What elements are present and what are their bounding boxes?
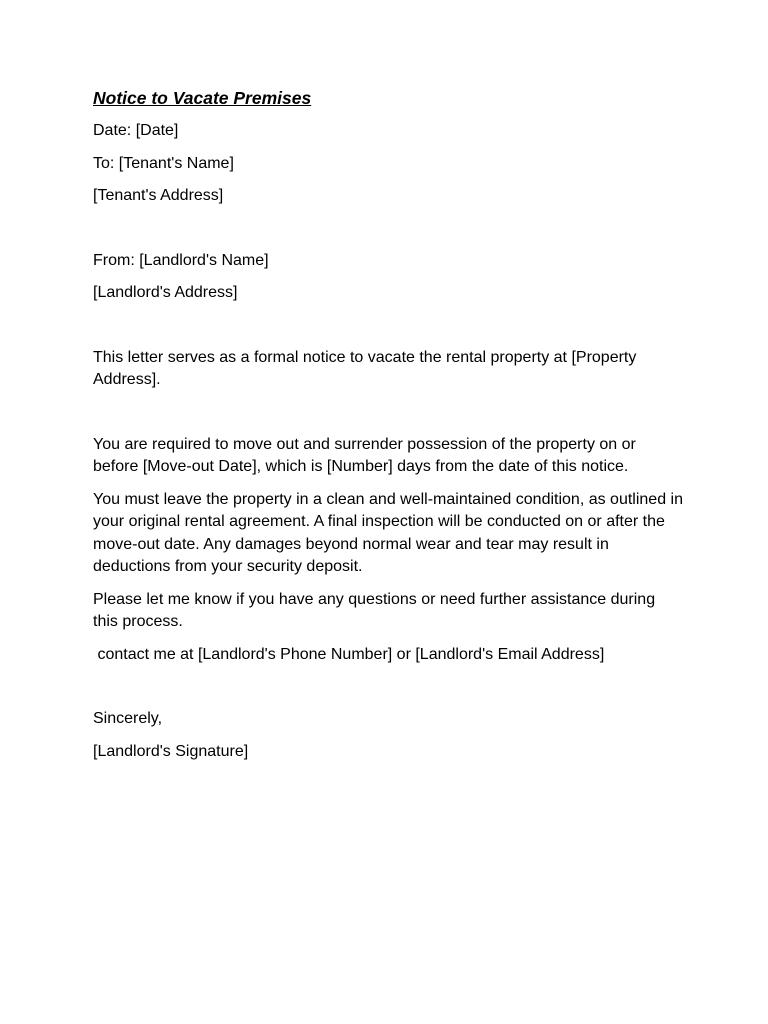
signature: [Landlord's Signature] [93,742,249,760]
date-line: Date: [Date] [93,122,179,139]
paragraph-move-out: You are required to move out and surrender possession of the property on or before [Move-out Date], which is [Number] days from the date of this notice. [93,435,641,475]
spacer [93,676,683,708]
from-line: From: [Landlord's Name] [93,251,269,269]
spacer [93,218,683,250]
paragraph-questions: Please let me know if you have any questions or need further assistance during this process. [93,590,660,630]
tenant-address: [Tenant's Address] [93,187,224,204]
letter-body [93,86,688,773]
closing: Sincerely, [93,710,163,727]
spacer [93,402,683,434]
paragraph-condition: You must leave the property in a clean and well-maintained condition, as outlined in your original rental agreement. A final inspection will be conducted on or after the move-out date. Any damages beyond normal wear and tear may result in deductions from your security deposit. [93,490,688,575]
contact-line: contact me at [Landlord's Phone Number] or [Landlord's Email Address] [93,645,605,663]
letter-title: Notice to Vacate Premises [93,88,312,108]
spacer [93,315,683,347]
landlord-address: [Landlord's Address] [93,284,238,301]
paragraph-notice: This letter serves as a formal notice to vacate the rental property at [Property Address]. [93,348,640,388]
to-line: To: [Tenant's Name] [93,154,234,172]
